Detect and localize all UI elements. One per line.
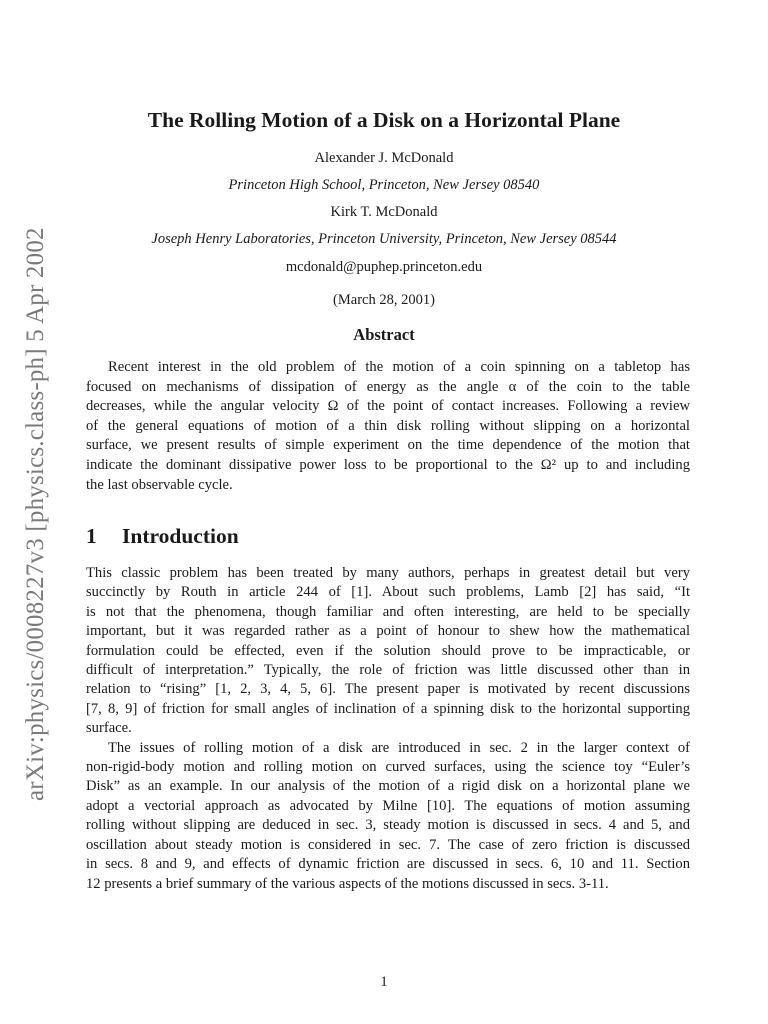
section-heading bbox=[86, 524, 239, 549]
abstract-line: indicate the dominant dissipative power loss to be proportional to the Ω² up to and including bbox=[86, 456, 690, 473]
body-line: succinctly by Routh in article 244 of [1]. About such problems, Lamb [2] has said, “It bbox=[86, 584, 690, 601]
body-line: surface. bbox=[86, 720, 132, 737]
author-email: mcdonald@puphep.princeton.edu bbox=[285, 259, 483, 275]
body-line: relation to “rising” [1, 2, 3, 4, 5, 6]. The present paper is motivated by recent discussions bbox=[86, 681, 690, 698]
body-line: non-rigid-body motion and rolling motion on curved surfaces, using the science toy “Euler’s bbox=[86, 759, 690, 776]
author-affiliation-1: Princeton High School, Princeton, New Jersey 08540 bbox=[228, 177, 540, 193]
body-line: Disk” as an example. In our analysis of the motion of a rigid disk on a horizontal plane we bbox=[86, 778, 690, 795]
page-number: 1 bbox=[380, 974, 388, 990]
body-line: important, but it was regarded rather as a point of honour to shew how the mathematical bbox=[86, 623, 690, 640]
body-line: 12 presents a brief summary of the various aspects of the motions discussed in secs. 3-11. bbox=[86, 875, 609, 892]
section-number: 1 bbox=[86, 524, 97, 548]
abstract-line: Recent interest in the old problem of the motion of a coin spinning on a tabletop has bbox=[108, 359, 690, 375]
abstract-line: focused on mechanisms of dissipation of energy as the angle α of the coin to the table bbox=[86, 378, 690, 395]
body-line: in secs. 8 and 9, and effects of dynamic friction are discussed in secs. 6, 10 and 11. Section bbox=[86, 856, 690, 873]
abstract-text bbox=[86, 358, 690, 495]
abstract-heading: Abstract bbox=[353, 325, 415, 344]
author-name-1: Alexander J. McDonald bbox=[314, 150, 454, 166]
arxiv-side-stamp: arXiv:physics/0008227v3 [physics.class-ph] 5 Apr 2002 bbox=[22, 227, 49, 801]
body-text bbox=[86, 564, 690, 894]
body-line: oscillation about steady motion is considered in sec. 7. The case of zero friction is discussed bbox=[86, 836, 690, 853]
abstract-line: of the general equations of motion of a thin disk rolling without slipping on a horizontal bbox=[86, 417, 690, 434]
body-line: formulation could be effected, even if the solution should prove to be impracticable, or bbox=[86, 642, 690, 659]
section-title: Introduction bbox=[122, 524, 239, 548]
body-line: is not that the phenomena, though familiar and often interesting, are held to be specially bbox=[86, 603, 690, 620]
abstract-line: the last observable cycle. bbox=[86, 476, 233, 493]
body-line: difficult of interpretation.” Typically, the role of friction was little discussed other than in bbox=[86, 662, 690, 679]
body-line: The issues of rolling motion of a disk are introduced in sec. 2 in the larger context of bbox=[108, 739, 690, 756]
author-affiliation-2: Joseph Henry Laboratories, Princeton University, Princeton, New Jersey 08544 bbox=[151, 231, 617, 247]
author-name-2: Kirk T. McDonald bbox=[330, 204, 438, 220]
body-line: [7, 8, 9] of friction for small angles of inclination of a spinning disk to the horizontal supporting bbox=[86, 700, 690, 717]
paper-title: The Rolling Motion of a Disk on a Horizontal Plane bbox=[147, 108, 621, 132]
body-line: rolling without slipping are deduced in sec. 3, steady motion is discussed in secs. 4 and 5, and bbox=[86, 817, 690, 834]
body-line: This classic problem has been treated by many authors, perhaps in greatest detail but very bbox=[86, 565, 690, 581]
body-line: adopt a vectorial approach as advocated by Milne [10]. The equations of motion assuming bbox=[86, 797, 690, 814]
abstract-line: surface, we present results of simple experiment on the time dependence of the motion that bbox=[86, 437, 690, 454]
abstract-line: decreases, while the angular velocity Ω of the point of contact increases. Following a review bbox=[86, 398, 690, 415]
paper-date: (March 28, 2001) bbox=[333, 292, 435, 308]
